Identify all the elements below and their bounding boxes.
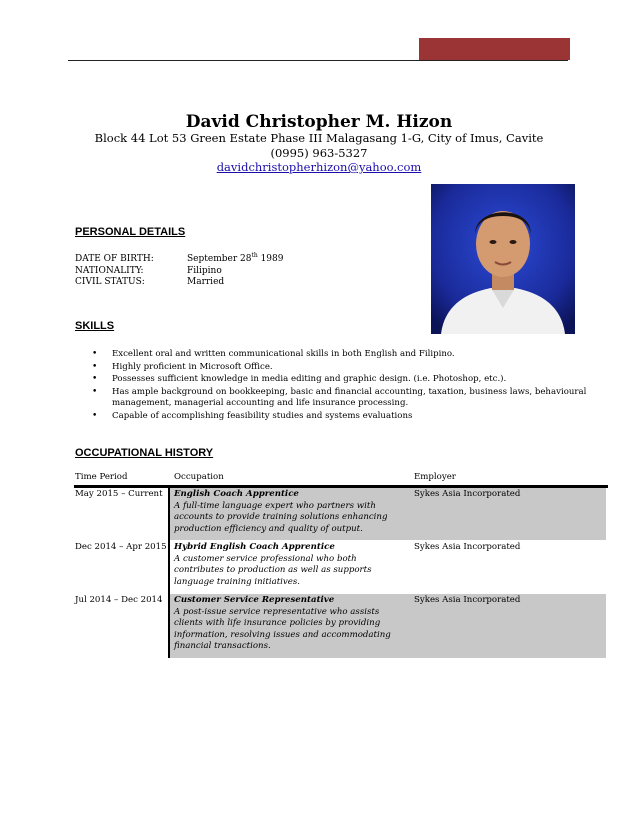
detail-value: September 28th 1989 — [187, 252, 284, 264]
personal-details-heading: PERSONAL DETAILS — [75, 226, 186, 238]
skills-heading: SKILLS — [75, 320, 115, 332]
column-header-employer: Employer — [414, 472, 456, 482]
occupational-history-heading: OCCUPATIONAL HISTORY — [75, 447, 214, 459]
header-rule — [68, 60, 568, 61]
row-employer: Sykes Asia Incorporated — [414, 542, 521, 552]
occupation-description: A full-time language expert who partners with accounts to provide training solutions enhancing production efficiency and quality of output. — [174, 500, 388, 534]
profile-photo — [431, 184, 575, 334]
occupational-history-table — [74, 472, 606, 662]
skills-list — [92, 349, 592, 423]
occupation-title: Customer Service Representative — [174, 595, 335, 605]
personal-details-list — [75, 250, 283, 289]
detail-row — [75, 277, 283, 289]
skill-item: • Capable of accomplishing feasibility studies and systems evaluations — [92, 411, 592, 423]
email-link[interactable]: davidchristopherhizon@yahoo.com — [216, 160, 422, 174]
detail-label: DATE OF BIRTH: — [75, 254, 154, 264]
row-occupation — [174, 489, 408, 535]
skill-item: • Highly proficient in Microsoft Office. — [92, 362, 592, 374]
column-header-occupation: Occupation — [174, 472, 224, 482]
detail-row — [75, 266, 283, 278]
occupation-description: A customer service professional who both contributes to production as well as supports language training initiatives. — [174, 553, 372, 587]
skill-item: • Possesses sufficient knowledge in media editing and graphic design. (i.e. Photoshop, etc.). — [92, 374, 592, 386]
detail-row — [75, 250, 283, 266]
occupation-title: Hybrid English Coach Apprentice — [174, 542, 335, 552]
row-period: Jul 2014 – Dec 2014 — [75, 595, 163, 605]
accent-bar — [419, 38, 570, 60]
row-period: May 2015 – Current — [75, 489, 163, 499]
row-employer: Sykes Asia Incorporated — [414, 489, 521, 499]
address: Block 44 Lot 53 Green Estate Phase III Malagasang 1-G, City of Imus, Cavite — [94, 131, 544, 145]
occupation-title: English Coach Apprentice — [174, 489, 299, 499]
detail-label: CIVIL STATUS: — [75, 277, 145, 287]
column-header-time-period: Time Period — [75, 472, 128, 482]
resume-name: David Christopher M. Hizon — [185, 112, 453, 132]
row-occupation — [174, 595, 408, 653]
skill-item: • Excellent oral and written communicational skills in both English and Filipino. — [92, 349, 592, 361]
table-column-rule — [168, 488, 170, 658]
skill-item: • Has ample background on bookkeeping, basic and financial accounting, taxation, business laws, behavioural management, managerial accounting and life insurance processing. — [92, 387, 592, 410]
detail-value: Married — [187, 277, 225, 287]
row-occupation — [174, 542, 408, 588]
row-period: Dec 2014 – Apr 2015 — [75, 542, 167, 552]
occupation-description: A post-issue service representative who assists clients with life insurance policies by providing information, resolving issues and accommodating financial transactions. — [174, 606, 391, 651]
detail-value: Filipino — [187, 265, 222, 276]
row-employer: Sykes Asia Incorporated — [414, 595, 521, 605]
phone-number: (0995) 963-5327 — [270, 146, 368, 160]
detail-label: NATIONALITY: — [75, 265, 144, 276]
